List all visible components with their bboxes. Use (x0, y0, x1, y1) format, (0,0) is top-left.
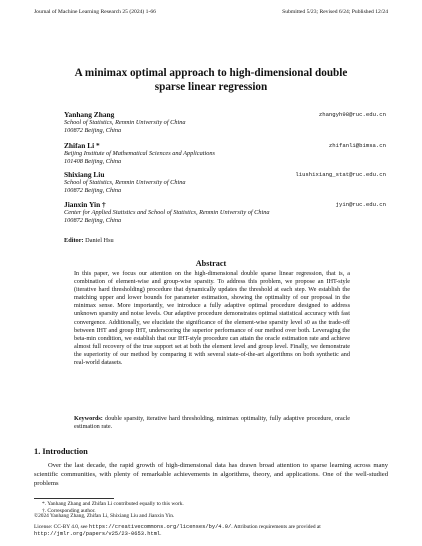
keywords-text: double sparsity, iterative hard thresholding, minimax optimality, fully adaptive procedure, oracle estimation rate. (74, 415, 350, 430)
paper-link[interactable]: http://jmlr.org/papers/v25/23-0653.html (34, 531, 161, 537)
license-end: . (160, 531, 162, 537)
license-link[interactable]: https://creativecommons.org/licenses/by/4.0/ (88, 524, 232, 530)
section-heading-introduction: 1. Introduction (34, 447, 88, 456)
author-address: 101408 Beijing, China (64, 158, 122, 165)
publication-dates: Submitted 5/23; Revised 6/24; Published 12/24 (282, 9, 388, 15)
author-block-4 (64, 201, 386, 225)
abstract-text: In this paper, we focus our attention on the high-dimensional double sparse linear regression, that is, a combination of element-wise and group-wise sparsity. To address this problem, we propose an IHT-style (iterative hard thresholding) procedure that dynamically updates the threshold at each step. We establish the matching upper and lower bounds for parameter estimation, showing the optimality of our proposal in the minimax sense. More importantly, we introduce a fully adaptive optimal procedure designed to address unknown sparsity and noise levels. Our adaptive procedure demonstrates optimal statistical accuracy with fast convergence. Additionally, we elucidate the significance of the element-wise sparsity level s0 as the trade-off between IHT and group IHT, underscoring the superior performance of our method over both. Leveraging the beta-min condition, we establish that our IHT-style procedure can attain the oracle estimation rate and achieve almost full recovery of the true support set at both the element level and group level. Finally, we demonstrate the superiority of our method by comparing it with several state-of-the-art algorithms on both synthetic and real-world datasets. (74, 270, 350, 367)
title-line-1: A minimax optimal approach to high-dimensional double (74, 67, 348, 79)
author-email: jyin@ruc.edu.cn (335, 201, 386, 208)
author-affiliation: School of Statistics, Renmin University of China (64, 179, 186, 186)
abstract-heading: Abstract (195, 259, 227, 268)
author-affiliation: School of Statistics, Renmin University of China (64, 119, 186, 126)
copyright-line: ©2024 Yanhang Zhang, Zhifan Li, Shixiang Liu and Jianxin Yin. (34, 513, 175, 519)
license-block (34, 513, 388, 538)
author-name: Zhifan Li * (64, 141, 100, 150)
introduction-paragraph: Over the last decade, the rapid growth of high-dimensional data has drawn broad attention to sparse learning across many scientific communities, with plenty of remarkable achievements in algorithms, theory, and applications. One of the well-studied problems (34, 462, 388, 487)
author-affiliation: Center for Applied Statistics and School of Statistics, Renmin University of China (64, 209, 270, 216)
footnote-corresponding: †. Corresponding author. (42, 508, 96, 514)
author-name: Yanhang Zhang (64, 110, 115, 119)
author-name: Shixiang Liu (64, 170, 105, 179)
keywords-label: Keywords: (74, 415, 103, 422)
journal-info: Journal of Machine Learning Research 25 (2024) 1-66 (34, 9, 156, 15)
author-email: liushixiang_stat@ruc.edu.cn (295, 171, 386, 178)
author-block-1 (64, 111, 386, 135)
editor-line (64, 237, 114, 244)
editor-label: Editor: (64, 237, 84, 244)
author-address: 100872 Beijing, China (64, 187, 122, 194)
keywords (74, 415, 350, 431)
author-name: Jianxin Yin † (64, 200, 106, 209)
author-block-2 (64, 142, 386, 166)
author-address: 100872 Beijing, China (64, 217, 122, 224)
author-affiliation: Beijing Institute of Mathematical Sciences and Applications (64, 150, 215, 157)
running-header (34, 9, 388, 15)
title-line-2: sparse linear regression (154, 81, 268, 93)
paper-title (34, 66, 388, 94)
author-address: 100872 Beijing, China (64, 127, 122, 134)
footnote-rule (34, 498, 114, 499)
license-line (34, 524, 388, 538)
license-prefix: License: CC-BY 4.0, see (34, 524, 88, 530)
author-email: zhangyh98@ruc.edu.cn (318, 111, 386, 118)
author-email: zhifanli@bimsa.cn (328, 142, 386, 149)
editor-name: Daniel Hsu (85, 237, 114, 244)
author-block-3 (64, 171, 386, 195)
license-mid: . Attribution requirements are provided at (231, 524, 321, 530)
footnote-equal-contribution: *. Yanhang Zhang and Zhifan Li contributed equally to this work. (42, 501, 184, 507)
